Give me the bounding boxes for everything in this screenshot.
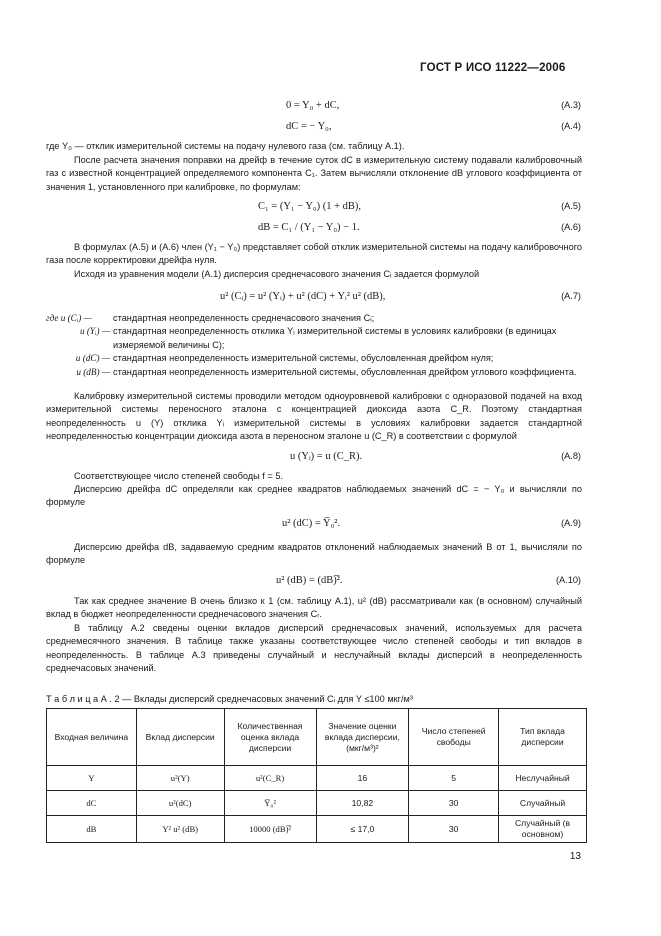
equation-a7-number: (A.7) xyxy=(561,291,581,301)
paragraph-y0-definition: где Y₀ — отклик измерительной системы на подачу нулевого газа (см. таблицу А.1). xyxy=(46,141,405,151)
table-header-cell: Число степеней свободы xyxy=(409,709,499,766)
equation-a8-number: (A.8) xyxy=(561,451,581,461)
paragraph-variance-intro: Исходя из уравнения модели (А.1) дисперсия среднечасового значения Cᵢ задается формулой xyxy=(74,269,480,279)
definition-item xyxy=(46,352,582,365)
table-header-row xyxy=(47,709,587,766)
table-cell: 30 xyxy=(409,791,499,816)
equation-a10-number: (A.10) xyxy=(555,575,581,585)
table-cell: u²(Y) xyxy=(136,766,224,791)
table-cell: u²(dC) xyxy=(136,791,224,816)
paragraph-drift-dc: Дисперсию дрейфа dC определяли как среднее квадратов наблюдаемых значений dC = − Y₀ и вычисляли по формуле xyxy=(46,484,582,508)
paragraph-random-contribution: Так как среднее значение B очень близко к 1 (см. таблицу А.1), u² (dB) рассматривали как (в основном) случайный вклад в бюджет неопределенности среднечасового значения Cᵣ. xyxy=(46,596,582,620)
table-header-cell: Количественная оценка вклада дисперсии xyxy=(224,709,316,766)
definitions-list xyxy=(46,312,582,379)
table-cell: Случайный (в основном) xyxy=(499,816,587,843)
table-cell: 5 xyxy=(409,766,499,791)
equation-a5: C₁ = (Y₁ − Y₀) (1 + dB), xyxy=(258,201,362,212)
table-cell: Y² u² (dB) xyxy=(136,816,224,843)
table-header-cell: Значение оценки вклада дисперсии, (мкг/м³)² xyxy=(316,709,409,766)
definition-text: стандартная неопределенность отклика Yᵢ измерительной системы в условиях калибровки (в единицах измеряемой величины C); xyxy=(113,326,557,350)
table-header-cell: Тип вклада дисперсии xyxy=(499,709,587,766)
equation-a10: u² (dB) = (dB)̅². xyxy=(276,575,343,586)
equation-a9: u² (dC) = Y̅₀². xyxy=(282,518,341,529)
table-cell: Y xyxy=(47,766,137,791)
definition-text: стандартная неопределенность измерительной системы, обусловленная дрейфом углового коэффициента. xyxy=(113,366,577,377)
equation-a7: u² (Cᵢ) = u² (Yᵢ) + u² (dC) + Yᵢ² u² (dB), xyxy=(220,291,386,302)
document-header: ГОСТ Р ИСО 11222—2006 xyxy=(420,62,566,74)
definition-item xyxy=(46,325,582,352)
definition-symbol: где u (Cᵢ) — xyxy=(46,313,92,323)
table-cell: Неслучайный xyxy=(499,766,587,791)
definition-item xyxy=(46,366,582,379)
paragraph-drift-db: Дисперсию дрейфа dB, задаваемую средним квадратов отклонений наблюдаемых значений B от 1, вычисляли по формуле xyxy=(46,542,582,566)
definition-symbol: u (dB) — xyxy=(76,366,110,377)
paragraph-term-explanation: В формулах (А.5) и (А.6) член (Y₁ − Y₀) представляет собой отклик измерительной системы на подачу калибровочного газа после корректировки дрейфа нуля. xyxy=(46,242,582,266)
paragraph-calibration: Калибровку измерительной системы проводили методом одноуровневой калибровки с одноразовой подачей на вход измерительной системы переносного эталона с концентрацией диоксида азота C_R. Поэтому стандартная неопределенность u (Y) отклика Yᵢ измерительной системы в условиях калибровки задается стандартной неопределенностью концентрации диоксида азота в переносном эталоне u (C_R) в соответствии с формулой xyxy=(46,391,582,442)
table-row xyxy=(47,816,587,843)
table-cell: 16 xyxy=(316,766,409,791)
equation-a8: u (Yᵢ) = u (C_R). xyxy=(290,451,363,462)
table-cell: Случайный xyxy=(499,791,587,816)
table-row xyxy=(47,791,587,816)
table-cell: u²(C_R) xyxy=(224,766,316,791)
table-header-cell: Вклад дисперсии xyxy=(136,709,224,766)
equation-a3-number: (A.3) xyxy=(561,100,581,110)
paragraph-degrees-of-freedom: Соответствующее число степеней свободы f = 5. xyxy=(74,471,283,481)
table-caption: Т а б л и ц а А . 2 — Вклады дисперсий среднечасовых значений Cᵢ для Y ≤100 мкг/м³ xyxy=(46,694,413,704)
equation-a9-number: (A.9) xyxy=(561,518,581,528)
equation-a6: dB = C₁ / (Y₁ − Y₀) − 1. xyxy=(258,222,360,233)
table-cell: 10000 (dB)̅² xyxy=(224,816,316,843)
table-cell: ≤ 17,0 xyxy=(316,816,409,843)
equation-a6-number: (A.6) xyxy=(561,222,581,232)
definition-item xyxy=(46,312,582,325)
table-cell: Y̅₀² xyxy=(224,791,316,816)
table-row xyxy=(47,766,587,791)
equation-a4-number: (A.4) xyxy=(561,121,581,131)
definition-text: стандартная неопределенность среднечасового значения Cᵢ; xyxy=(113,313,375,323)
table-cell: 30 xyxy=(409,816,499,843)
definition-text: стандартная неопределенность измерительной системы, обусловленная дрейфом нуля; xyxy=(113,353,494,364)
equation-a4: dC = − Y₀, xyxy=(286,121,332,132)
equation-a3: 0 = Y₀ + dC, xyxy=(286,100,340,111)
paragraph-drift-correction: После расчета значения поправки на дрейф в течение суток dC в измерительную систему подавали калибровочный газ с известной концентрацией определяемого компонента C₁. Затем вычисляли отклонение dB углового коэффициента от значения 1, установленного при калибровке, по формулам: xyxy=(46,155,582,192)
page-number: 13 xyxy=(569,851,581,862)
table-header-cell: Входная величина xyxy=(47,709,137,766)
definition-symbol: u (dC) — xyxy=(75,353,110,364)
definition-symbol: u (Yᵢ) — xyxy=(79,326,110,337)
equation-a5-number: (A.5) xyxy=(561,201,581,211)
table-cell: dC xyxy=(47,791,137,816)
variance-contributions-table xyxy=(46,708,587,843)
paragraph-table-summary: В таблицу А.2 сведены оценки вкладов дисперсий среднечасовых значений, используемых для расчета среднемесячного значения. В таблице также указаны соответствующее число степеней свободы и тип вкладов в неопределенность. В таблице А.3 приведены случайный и неслучайный вклады дисперсий в неопределенность среднечасовых значений. xyxy=(46,623,582,674)
table-cell: 10,82 xyxy=(316,791,409,816)
table-cell: dB xyxy=(47,816,137,843)
